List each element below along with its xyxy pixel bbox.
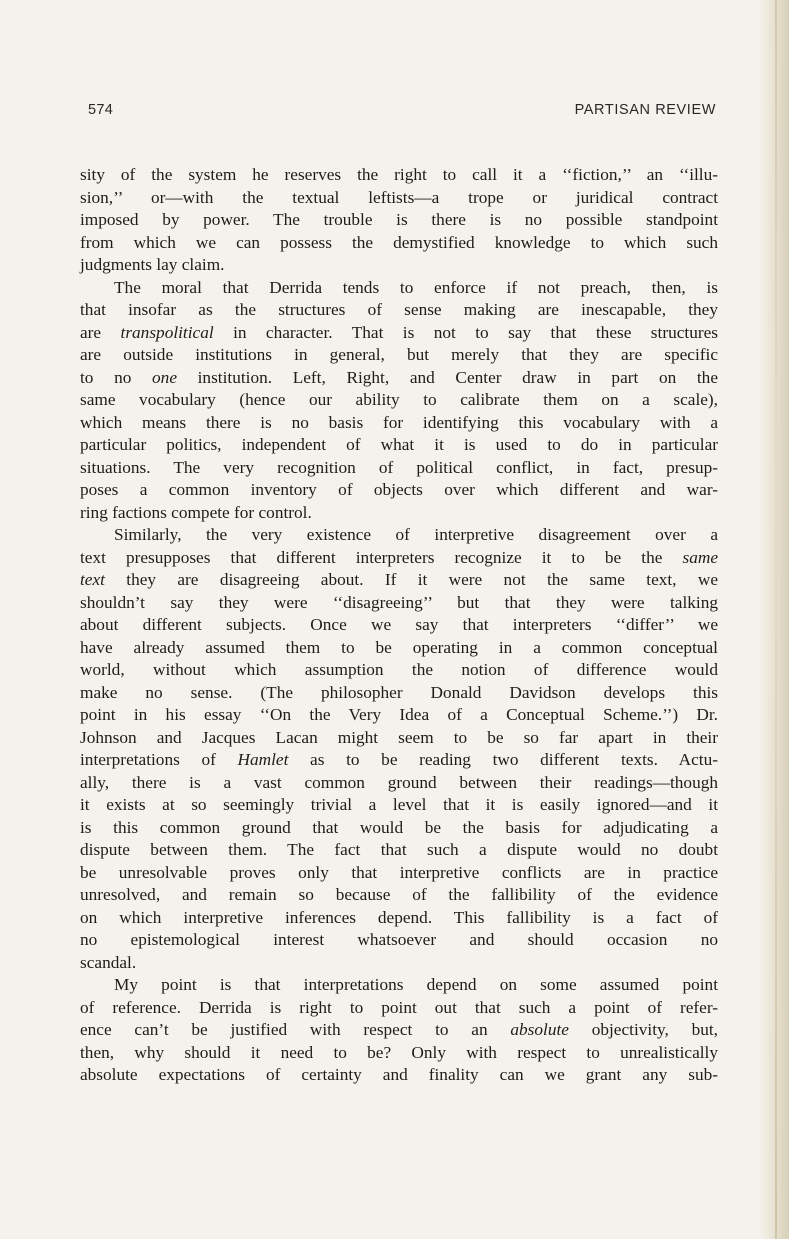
text-line: absolute expectations of certainty and finality can we grant any sub- — [80, 1065, 718, 1084]
running-head — [88, 102, 716, 122]
text-line: to no one institution. Left, Right, and Center draw in part on the — [80, 367, 718, 387]
text-line: The moral that Derrida tends to enforce if not preach, then, is — [114, 277, 718, 297]
text-line: are transpolitical in character. That is not to say that these structures — [80, 322, 718, 342]
text-line: make no sense. (The philosopher Donald Davidson develops this — [80, 682, 718, 702]
text-line: are outside institutions in general, but merely that they are specific — [80, 345, 718, 364]
text-line: shouldn’t say they were ‘‘disagreeing’’ but that they were talking — [80, 592, 718, 612]
text-line: My point is that interpretations depend on some assumed point — [114, 975, 718, 994]
text-line: then, why should it need to be? Only with respect to unrealistically — [80, 1042, 718, 1062]
text-line: ally, there is a vast common ground between their readings—though — [80, 772, 718, 792]
text-line: judgments lay claim. — [80, 255, 225, 274]
text-line: text they are disagreeing about. If it were not the same text, we — [80, 570, 718, 589]
text-line: point in his essay ‘‘On the Very Idea of a Conceptual Scheme.’’) Dr. — [80, 705, 718, 724]
text-line: sity of the system he reserves the right to call it a ‘‘fiction,’’ an ‘‘illu- — [80, 165, 718, 184]
text-line: that insofar as the structures of sense making are inescapable, they — [80, 300, 718, 319]
journal-title: PARTISAN REVIEW — [574, 102, 716, 118]
text-line: it exists at so seemingly trivial a level that it is easily ignored—and it — [80, 795, 718, 814]
body-text — [80, 164, 718, 1087]
text-line: of reference. Derrida is right to point out that such a point of refer- — [80, 997, 718, 1017]
text-line: have already assumed them to be operating in a common conceptual — [80, 637, 718, 657]
text-line: from which we can possess the demystified knowledge to which such — [80, 232, 718, 252]
text-line: is this common ground that would be the basis for adjudicating a — [80, 817, 718, 837]
text-line: imposed by power. The trouble is there is no possible standpoint — [80, 210, 718, 229]
text-line: dispute between them. The fact that such a dispute would no doubt — [80, 840, 718, 859]
text-line: world, without which assumption the notion of difference would — [80, 660, 718, 679]
page-gutter-shadow — [759, 0, 789, 1239]
binding-edge — [775, 0, 777, 1239]
text-line: unresolved, and remain so because of the fallibility of the evidence — [80, 885, 718, 904]
text-line: poses a common inventory of objects over which different and war- — [80, 480, 718, 499]
text-line: no epistemological interest whatsoever and should occasion no — [80, 930, 718, 949]
text-line: sion,’’ or—with the textual leftists—a trope or juridical contract — [80, 187, 718, 207]
page-number: 574 — [88, 102, 114, 118]
text-line: on which interpretive inferences depend. This fallibility is a fact of — [80, 907, 718, 927]
text-line: be unresolvable proves only that interpretive conflicts are in practice — [80, 862, 718, 882]
text-line: ring factions compete for control. — [80, 502, 312, 522]
text-line: text presupposes that different interpreters recognize it to be the same — [80, 547, 718, 567]
text-line: same vocabulary (hence our ability to calibrate them on a scale), — [80, 390, 718, 409]
text-line: which means there is no basis for identifying this vocabulary with a — [80, 412, 718, 432]
text-line: ence can’t be justified with respect to an absolute objectivity, but, — [80, 1020, 719, 1039]
text-line: scandal. — [80, 952, 137, 972]
text-line: Johnson and Jacques Lacan might seem to be so far apart in their — [80, 727, 718, 747]
text-line: Similarly, the very existence of interpretive disagreement over a — [114, 525, 718, 544]
text-line: interpretations of Hamlet as to be reading two different texts. Actu- — [80, 750, 718, 769]
text-line: about different subjects. Once we say that interpreters ‘‘differ’’ we — [80, 615, 718, 634]
text-line: particular politics, independent of what it is used to do in particular — [80, 435, 718, 454]
text-line: situations. The very recognition of political conflict, in fact, presup- — [80, 457, 718, 477]
